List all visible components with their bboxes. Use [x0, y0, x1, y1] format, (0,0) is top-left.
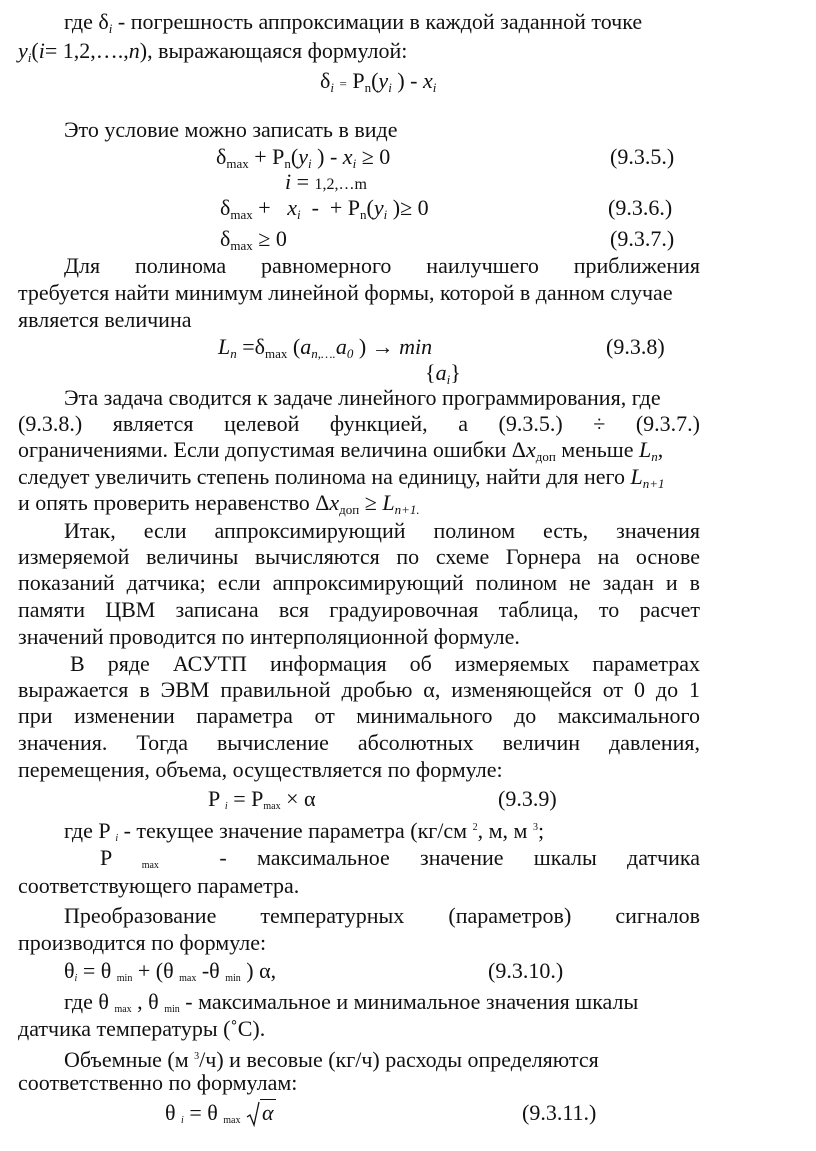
paragraph-line: показаний датчика; если аппроксимирующий полином не задан и в [18, 570, 700, 595]
paragraph-line: P $_{max}$ - максимальное значение шкалы датчика [100, 845, 700, 871]
equation-number: (9.3.8) [606, 334, 665, 359]
text-line: датчика температуры (˚С). [18, 1016, 266, 1041]
paragraph-line: ограничениями. Если допустимая величина ошибки $\Delta x_{доп}$ меньше $L_n$, [18, 437, 664, 464]
paragraph-line: Объемные (м $^3$/ч) и весовые (кг/ч) расходы определяются [64, 1047, 599, 1072]
paragraph-line: является величина [18, 307, 192, 332]
formula: $\delta_i = P_n(y_i$ ) - $x_i$ [320, 68, 437, 95]
paragraph-line: измеряемой величины вычисляются по схеме Горнера на основе [18, 544, 700, 569]
paragraph-line: Эта задача сводится к задаче линейного программирования, где [64, 385, 661, 410]
formula: θ $_i$ = θ $_{max}$ α [165, 1100, 274, 1126]
equation-number: (9.3.10.) [488, 958, 564, 983]
paragraph-line: Для полинома равномерного наилучшего приближения [64, 253, 700, 278]
paragraph-line: соответствующего параметра. [18, 873, 300, 898]
formula-index: $\{a_i\}$ [425, 360, 461, 387]
paragraph-line: при изменении параметра от минимального до максимального [18, 703, 700, 728]
paragraph-line: В ряде АСУТП информация об измеряемых параметрах [70, 651, 700, 676]
formula: $\delta_{max} \ge 0$ [220, 226, 287, 253]
square-root-icon: α [246, 1100, 276, 1126]
paragraph-line: Итак, если аппроксимирующий полином есть, значения [64, 518, 700, 543]
formula: P $_i = P_{max} \times \alpha$ [208, 786, 316, 812]
text-line: где $\delta_i$ - погрешность аппроксимации в каждой заданной точке [64, 9, 643, 36]
text-line: $y_i(i=$ 1,2,….,n), выражающаяся формулой: [18, 38, 408, 65]
equation-number: (9.3.6.) [608, 195, 673, 220]
equation-number: (9.3.7.) [610, 226, 675, 251]
paragraph-line: производится по формуле: [18, 930, 267, 955]
formula: $\theta_i = \theta$ $_{min}$ + (θ $_{max}$ -θ $_{min}$ ) α, [64, 958, 277, 984]
paragraph-line: перемещения, объема, осуществляется по формуле: [18, 757, 503, 782]
paragraph-line: соответственно по формулам: [18, 1070, 298, 1095]
text-line: Это условие можно записать в виде [64, 117, 398, 142]
equation-number: (9.3.5.) [610, 144, 675, 169]
text-line: где θ $_{max}$ , θ $_{min}$ - максимальное и минимальное значения шкалы [64, 989, 639, 1015]
paragraph-line: выражается в ЭВМ правильной дробью α, изменяющейся от 0 до 1 [18, 677, 700, 702]
equation-number: (9.3.11.) [522, 1100, 597, 1125]
paragraph-line: требуется найти минимум линейной формы, которой в данном случае [18, 280, 673, 305]
paragraph-line: следует увеличить степень полинома на единицу, найти для него $L_{n+1}$ [18, 464, 665, 491]
formula-index: i = 1,2,…m [285, 169, 367, 194]
text-line: где P $_i$ - текущее значение параметра (кг/см $^2$, м, м $^3$; [64, 818, 545, 844]
paragraph-line: памяти ЦВМ записана вся градуировочная таблица, то расчет [18, 597, 700, 622]
paragraph-line: Преобразование температурных (параметров) сигналов [64, 903, 700, 928]
paragraph-line: (9.3.8.) является целевой функцией, а (9.3.5.) ÷ (9.3.7.) [18, 411, 700, 436]
paragraph-line: и опять проверить неравенство $\Delta x_{доп} \ge L_{n+1.}$ [18, 490, 420, 517]
equation-number: (9.3.9) [498, 786, 557, 811]
formula: $\delta_{max} + x_i$ - + $P_n(y_i$ )≥ 0 [220, 195, 429, 222]
formula: $L_n =\delta_{max}$ ($a_{n,\dots.}a_0$ ) → min [218, 334, 433, 361]
formula: $\delta_{max} + P_n(y_i$ ) - $x_i \ge 0$ [216, 144, 391, 171]
paragraph-line: значения. Тогда вычисление абсолютных величин давления, [18, 730, 700, 755]
paragraph-line: значений проводится по интерполяционной формуле. [18, 624, 520, 649]
